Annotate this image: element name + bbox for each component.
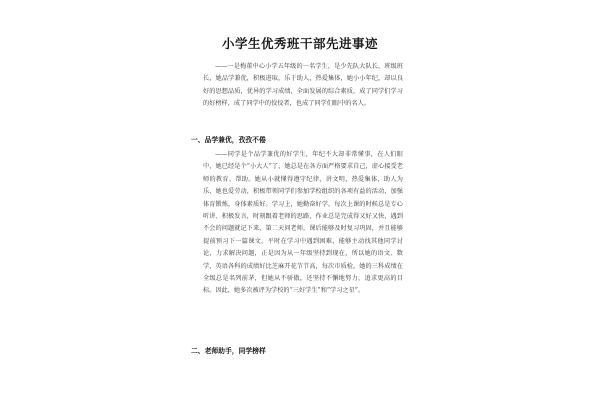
intro-paragraph xyxy=(203,61,403,111)
section-heading-1: 一、品学兼优，孜孜不倦 xyxy=(191,136,266,144)
section1-text: ——同学是个品学兼优的好学生，年纪不大却非常懂事，在人们眼中，她已经是个“小大人”了，她总是在各方面严格要求自己，虚心接受老师的教育、帮助。她从小就懂得遵守纪律，讲文明，热爱集体，助人为乐，她也爱劳动，积极带领同学们参加学校组织的各项有益的活动，加强体育锻炼，身体素质好。学习上，她勤奋好学，每次上课的时候总是专心听讲、积极发言，时刻跟着老师的思路，作业总是完成得又好又快，遇到不会的问题就记下来，第二天问老师，课后能够及时复习巩固，并且能够提前预习下一篇课文。平时在学习中遇到困难，能够主动找其他同学讨论，力求解决问题，正是因为从一年级坚持到现在，所以她的语文、数学、英语各科的成绩好比芝麻开花节节高，每次市质检，她的三科成绩在全级总是名列前茅，但她从不骄傲，还坚持不懈地努力，追求更高的目标。因此，她多次被评为学校的“三好学生”和“学习之星”。 xyxy=(203,151,403,295)
intro-text: ——一是梅董中心小学五年级的一名学生，是少先队大队长，班级班长，她品学兼优，积极进取，乐于助人，热爱集体，她小小年纪，却以良好的思想品质，优异的学习成绩，全面发展的综合素质，成了同学们学习的好榜样，成了同学中的佼佼者，也成了同学们眼中的名人。 xyxy=(203,63,403,108)
section-heading-2: 二、老师助手，同学榜样 xyxy=(191,347,266,355)
document-title: 小学生优秀班干部先进事迹 xyxy=(221,36,378,51)
section1-paragraph xyxy=(203,149,403,298)
